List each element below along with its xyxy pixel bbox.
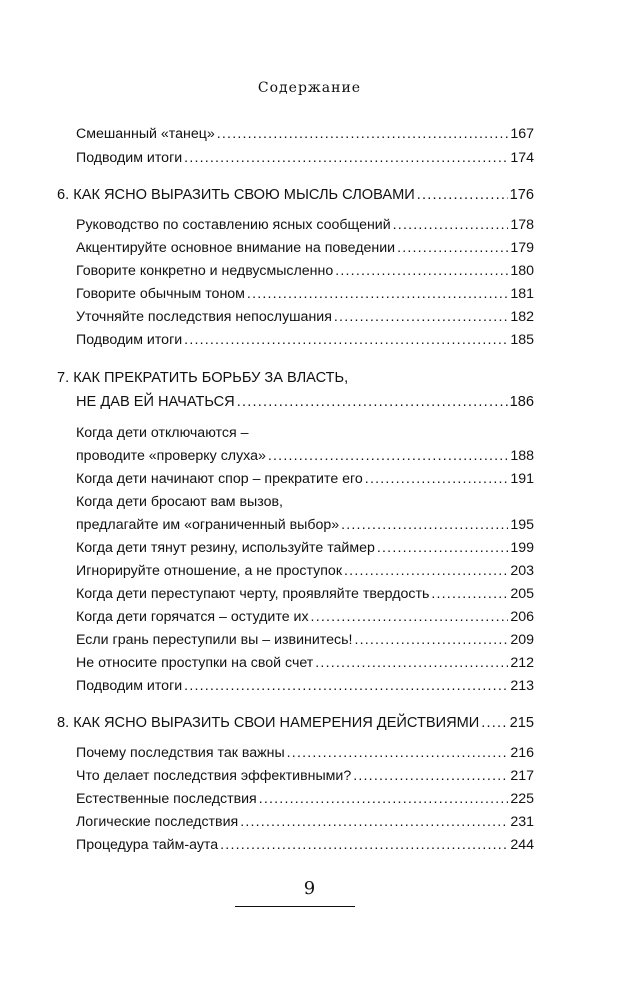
toc-entry-page: 182 bbox=[510, 309, 534, 325]
toc-entry[interactable] bbox=[76, 581, 534, 603]
dot-leader bbox=[217, 125, 509, 143]
toc-entry-page: 244 bbox=[510, 837, 534, 853]
toc-chapter-8[interactable] bbox=[57, 710, 534, 732]
toc-entry[interactable] bbox=[76, 281, 534, 303]
toc-entry-page: 216 bbox=[510, 745, 534, 761]
chapter-title: 7. КАК ПРЕКРАТИТЬ БОРЬБУ ЗА ВЛАСТЬ, bbox=[57, 370, 349, 386]
toc-entry-page: 206 bbox=[510, 609, 534, 625]
toc-entry[interactable] bbox=[76, 604, 534, 626]
toc-entry-line1[interactable] bbox=[76, 420, 534, 442]
toc-entry-page: 167 bbox=[510, 126, 534, 142]
toc-entry-page: 185 bbox=[510, 332, 534, 348]
toc-entry-title: Игнорируйте отношение, а не проступок bbox=[76, 563, 343, 579]
toc-entry-page: 179 bbox=[510, 240, 534, 256]
toc-entry[interactable] bbox=[76, 512, 534, 534]
footer-divider bbox=[235, 906, 355, 907]
toc-entry[interactable] bbox=[76, 235, 534, 257]
chapter-title: 8. КАК ЯСНО ВЫРАЗИТЬ СВОИ НАМЕРЕНИЯ ДЕЙСТВИЯМИ bbox=[57, 715, 480, 731]
toc-entry-page: 191 bbox=[510, 471, 534, 487]
dot-leader bbox=[184, 331, 508, 349]
dot-leader bbox=[315, 654, 508, 672]
toc-entry[interactable] bbox=[76, 535, 534, 557]
dot-leader bbox=[354, 631, 508, 649]
dot-leader bbox=[240, 813, 508, 831]
chapter-page: 215 bbox=[509, 715, 534, 731]
dot-leader bbox=[334, 308, 508, 326]
dot-leader bbox=[184, 677, 508, 695]
toc-entry-title: Подводим итоги bbox=[76, 332, 183, 348]
toc-entry-title: Не относите проступки на свой счет bbox=[76, 655, 314, 671]
dot-leader bbox=[341, 516, 508, 534]
toc-entry-title: Что делает последствия эффективными? bbox=[76, 768, 352, 784]
toc-entry[interactable] bbox=[76, 145, 534, 167]
toc-entry-page: 180 bbox=[510, 263, 534, 279]
dot-leader bbox=[220, 836, 508, 854]
dot-leader bbox=[259, 790, 509, 808]
chapter-title-continued: НЕ ДАВ ЕЙ НАЧАТЬСЯ bbox=[76, 394, 235, 410]
dot-leader bbox=[377, 539, 508, 557]
dot-leader bbox=[268, 447, 508, 465]
dot-leader bbox=[365, 470, 509, 488]
toc-entry[interactable] bbox=[76, 832, 534, 854]
toc-entry-title: Подводим итоги bbox=[76, 678, 183, 694]
toc-entry-page: 195 bbox=[510, 517, 534, 533]
toc-entry-page: 225 bbox=[510, 791, 534, 807]
toc-entry-title: Смешанный «танец» bbox=[76, 126, 215, 142]
chapter-page: 176 bbox=[509, 187, 534, 203]
chapter-title: 6. КАК ЯСНО ВЫРАЗИТЬ СВОЮ МЫСЛЬ СЛОВАМИ bbox=[57, 187, 415, 203]
toc-entry[interactable] bbox=[76, 327, 534, 349]
toc-entry-page: 181 bbox=[510, 286, 534, 302]
toc-entry-title: Подводим итоги bbox=[76, 150, 183, 166]
toc-entry-title: Почему последствия так важны bbox=[76, 745, 285, 761]
toc-entry-title: Естественные последствия bbox=[76, 791, 257, 807]
toc-entry[interactable] bbox=[76, 304, 534, 326]
toc-entry-title: Руководство по составлению ясных сообщений bbox=[76, 217, 391, 233]
dot-leader bbox=[431, 585, 508, 603]
dot-leader bbox=[247, 285, 508, 303]
toc-entry-page: 178 bbox=[510, 217, 534, 233]
chapter-page: 186 bbox=[509, 394, 534, 410]
toc-chapter-6[interactable] bbox=[57, 182, 534, 204]
toc-entry-title: Говорите обычным тоном bbox=[76, 286, 245, 302]
dot-leader bbox=[344, 562, 508, 580]
toc-entry-title: предлагайте им «ограниченный выбор» bbox=[76, 517, 340, 533]
toc-entry-title: Когда дети тянут резину, используйте таймер bbox=[76, 540, 375, 556]
toc-entry-title: Процедура тайм-аута bbox=[76, 837, 219, 853]
dot-leader bbox=[237, 393, 508, 411]
toc-entry-page: 188 bbox=[510, 448, 534, 464]
toc-entry[interactable] bbox=[76, 763, 534, 785]
dot-leader bbox=[311, 608, 509, 626]
toc-entry-title: Когда дети горячатся – остудите их bbox=[76, 609, 309, 625]
dot-leader bbox=[335, 262, 508, 280]
toc-entry[interactable] bbox=[76, 740, 534, 762]
dot-leader bbox=[417, 186, 508, 204]
toc-entry-page: 174 bbox=[510, 150, 534, 166]
toc-entry[interactable] bbox=[76, 443, 534, 465]
toc-entry-page: 213 bbox=[510, 678, 534, 694]
toc-entry-line1[interactable] bbox=[76, 489, 534, 511]
toc-entry-title: Если грань переступили вы – извинитесь! bbox=[76, 632, 353, 648]
toc-entry[interactable] bbox=[76, 786, 534, 808]
page-header-title: Содержание bbox=[257, 80, 362, 96]
toc-entry-page: 212 bbox=[510, 655, 534, 671]
toc-entry[interactable] bbox=[76, 466, 534, 488]
toc-entry-page: 209 bbox=[510, 632, 534, 648]
toc-entry-title: Когда дети начинают спор – прекратите его bbox=[76, 471, 363, 487]
toc-entry[interactable] bbox=[76, 650, 534, 672]
dot-leader bbox=[287, 744, 509, 762]
toc-entry-title: Когда дети отключаются – bbox=[76, 425, 249, 441]
toc-entry[interactable] bbox=[76, 809, 534, 831]
toc-entry-page: 217 bbox=[510, 768, 534, 784]
toc-entry-page: 205 bbox=[510, 586, 534, 602]
toc-entry-page: 203 bbox=[510, 563, 534, 579]
toc-entry[interactable] bbox=[76, 558, 534, 580]
toc-entry-page: 231 bbox=[510, 814, 534, 830]
toc-entry[interactable] bbox=[76, 627, 534, 649]
dot-leader bbox=[397, 239, 508, 257]
toc-entry[interactable] bbox=[76, 258, 534, 280]
toc-entry[interactable] bbox=[76, 673, 534, 695]
toc-entry-title: Когда дети бросают вам вызов, bbox=[76, 494, 283, 510]
toc-chapter-7-line2[interactable] bbox=[76, 389, 534, 411]
page-number: 9 bbox=[303, 878, 316, 899]
dot-leader bbox=[481, 714, 507, 732]
toc-entry[interactable] bbox=[76, 121, 534, 143]
toc-entry-title: Акцентируйте основное внимание на поведении bbox=[76, 240, 396, 256]
toc-entry-title: Логические последствия bbox=[76, 814, 239, 830]
toc-entry-title: Когда дети переступают черту, проявляйте твердость bbox=[76, 586, 430, 602]
dot-leader bbox=[353, 767, 508, 785]
toc-entry-title: проводите «проверку слуха» bbox=[76, 448, 266, 464]
toc-entry-page: 199 bbox=[510, 540, 534, 556]
dot-leader bbox=[184, 149, 508, 167]
toc-chapter-7-line1[interactable] bbox=[57, 365, 534, 387]
toc-entry-title: Уточняйте последствия непослушания bbox=[76, 309, 332, 325]
dot-leader bbox=[393, 216, 509, 234]
toc-entry[interactable] bbox=[76, 212, 534, 234]
toc-entry-title: Говорите конкретно и недвусмысленно bbox=[76, 263, 334, 279]
